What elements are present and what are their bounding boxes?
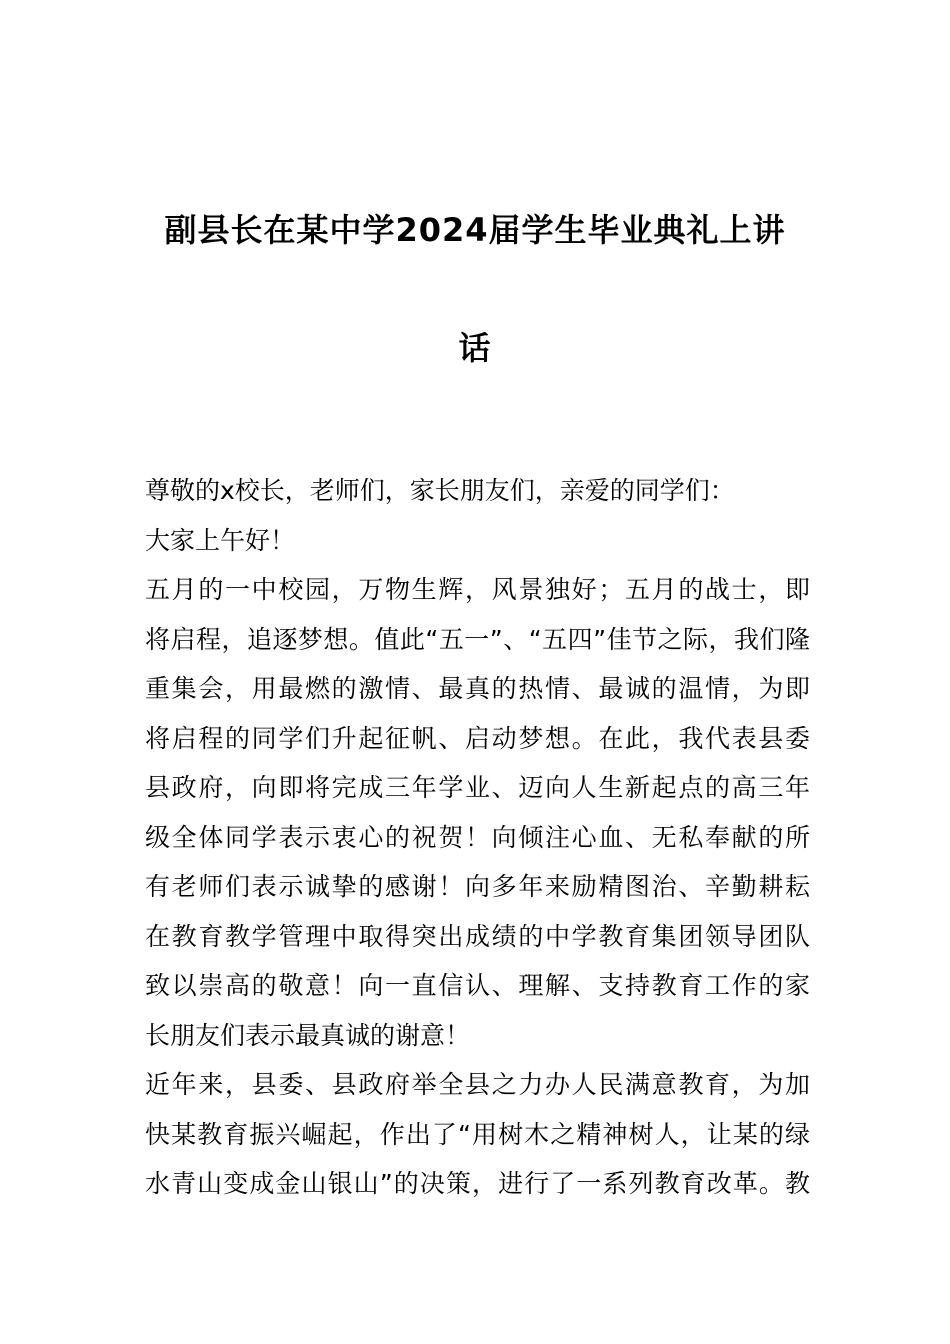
body-line: 有老师们表示诚挚的感谢！向多年来励精图治、辛勤耕耘 <box>145 872 810 901</box>
greeting-line: 大家上午好！ <box>145 525 296 555</box>
body-line: 近年来，县委、县政府举全县之力办人民满意教育，为加 <box>145 1070 810 1099</box>
document-body <box>145 466 810 1209</box>
body-line: 五月的一中校园，万物生辉，风景独好；五月的战士，即 <box>145 575 810 604</box>
document-title-line-1: 副县长在某中学2024届学生毕业典礼上讲 <box>164 211 786 249</box>
body-line: 致以崇高的敬意！向一直信认、理解、支持教育工作的家 <box>145 971 810 1000</box>
body-line: 将启程的同学们升起征帆、启动梦想。在此，我代表县委 <box>145 723 810 753</box>
body-line: 长朋友们表示最真诚的谢意！ <box>145 1020 471 1050</box>
body-line: 县政府，向即将完成三年学业、迈向人生新起点的高三年 <box>145 773 810 802</box>
body-line: 重集会，用最燃的激情、最真的热情、最诚的温情，为即 <box>145 674 810 703</box>
body-line: 在教育教学管理中取得突出成绩的中学教育集团领导团队 <box>145 921 810 951</box>
salutation-line: 尊敬的x校长，老师们，家长朋友们，亲爱的同学们： <box>145 476 735 505</box>
body-line: 将启程，追逐梦想。值此“五一”、“五四”佳节之际，我们隆 <box>145 624 810 654</box>
body-line: 快某教育振兴崛起，作出了“用树木之精神树人，让某的绿 <box>145 1119 810 1149</box>
document-title-line-2: 话 <box>458 329 492 367</box>
body-line: 级全体同学表示衷心的祝贺！向倾注心血、无私奉献的所 <box>145 822 810 852</box>
body-line: 水青山变成金山银山”的决策，进行了一系列教育改革。教 <box>145 1169 810 1198</box>
